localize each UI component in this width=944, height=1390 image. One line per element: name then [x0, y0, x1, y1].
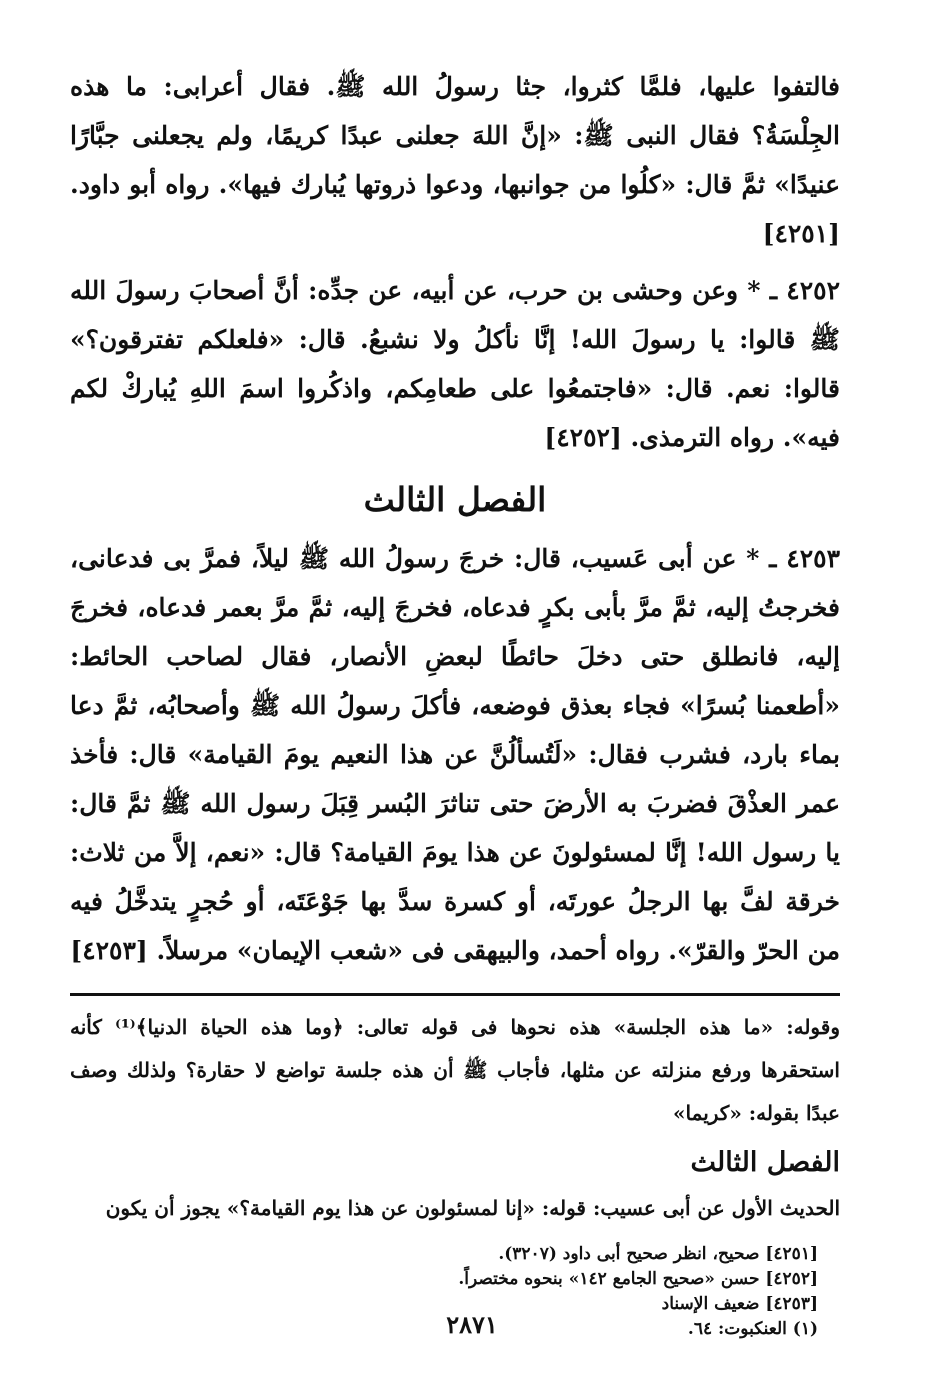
section-title: الفصل الثالث — [363, 480, 547, 519]
footnote: [٤٢٥١] صحيح، انظر صحيح أبى داود (٣٢٠٧). — [498, 1244, 818, 1264]
hadith-4251-ending: فالتفوا عليها، فلمَّا كثروا، جثا رسولُ الله ﷺ. فقال أعرابى: ما هذه الجِلْسَةُ؟ فقال النبى ﷺ: «إنَّ اللهَ جعلنى عبدًا كريمًا، ولم يجعلنى جبَّارًا عنيدًا» ثمَّ قال: «كلُوا من جوانبها، ودعوا ذروتها يُبارك فيها». رواه أبو داود. [٤٢٥١] — [70, 72, 840, 248]
page-number: ٢٨٧١ — [446, 1310, 498, 1339]
main-text — [70, 62, 840, 975]
footnote: [٤٢٥٣] ضعيف الإسناد — [661, 1294, 818, 1314]
commentary-section-title: الفصل الثالث — [690, 1147, 840, 1178]
footnote: (١) العنكبوت: ٦٤. — [687, 1319, 818, 1339]
commentary — [70, 1006, 840, 1230]
commentary-paragraph: وقوله: «ما هذه الجلسة» هذه نحوها فى قوله تعالى: ﴿وما هذه الحياة الدنيا﴾⁽¹⁾ كأنه استحقرها ورفع منزلته عن مثلها، فأجاب ﷺ أن هذه جلسة تواضع لا حقارة؟ ولذلك وصف عبدًا بقوله: «كريما» — [70, 1015, 840, 1125]
footnote: [٤٢٥٢] حسن «صحيح الجامع ١٤٢» بنحوه مختصراً. — [458, 1269, 818, 1289]
commentary-paragraph-2: الحديث الأول عن أبى عسيب: قوله: «إنا لمسئولون عن هذا يوم القيامة؟» يجوز أن يكون — [105, 1196, 840, 1220]
hadith-4253: ٤٢٥٣ ـ * عن أبى عَسيب، قال: خرجَ رسولُ الله ﷺ ليلاً، فمرَّ بى فدعانى، فخرجتُ إليه، ثمَّ مرَّ بأبى بكرٍ فدعاه، فخرجَ إليه، ثمَّ مرَّ بعمر فدعاه، فخرجَ إليه، فانطلق حتى دخلَ حائطًا لبعضِ الأنصار، فقال لصاحب الحائط: «أطعمنا بُسرًا» فجاء بعذق فوضعه، فأكلَ رسولُ الله ﷺ وأصحابُه، ثمَّ دعا بماء بارد، فشرب فقال: «لَتُسألُنَّ عن هذا النعيم يومَ القيامة» قال: فأخذ عمر العذْقَ فضربَ به الأرضَ حتى تناثرَ البُسر قِبَلَ رسول الله ﷺ ثمَّ قال: يا رسول الله! إنَّا لمسئولونَ عن هذا يومَ القيامة؟ قال: «نعم، إلاَّ من ثلاث: خرقة لفَّ بها الرجلُ عورتَه، أو كسرة سدَّ بها جَوْعَتَه، أو حُجرٍ يتدخَّلُ فيه من الحرّ والقرّ». رواه أحمد، والبيهقى فى «شعب الإيمان» مرسلاً. [٤٢٥٣] — [70, 544, 840, 965]
separator-rule — [70, 993, 840, 996]
hadith-4252: ٤٢٥٢ ـ * وعن وحشى بن حرب، عن أبيه، عن جدِّه: أنَّ أصحابَ رسولَ الله ﷺ قالوا: يا رسولَ الله! إنَّا نأكلُ ولا نشبعُ. قال: «فلعلكم تفترقون؟» قالوا: نعم. قال: «فاجتمعُوا على طعامِكم، واذكُروا اسمَ اللهِ يُباركْ لكم فيه». رواه الترمذى. [٤٢٥٢] — [70, 276, 840, 452]
